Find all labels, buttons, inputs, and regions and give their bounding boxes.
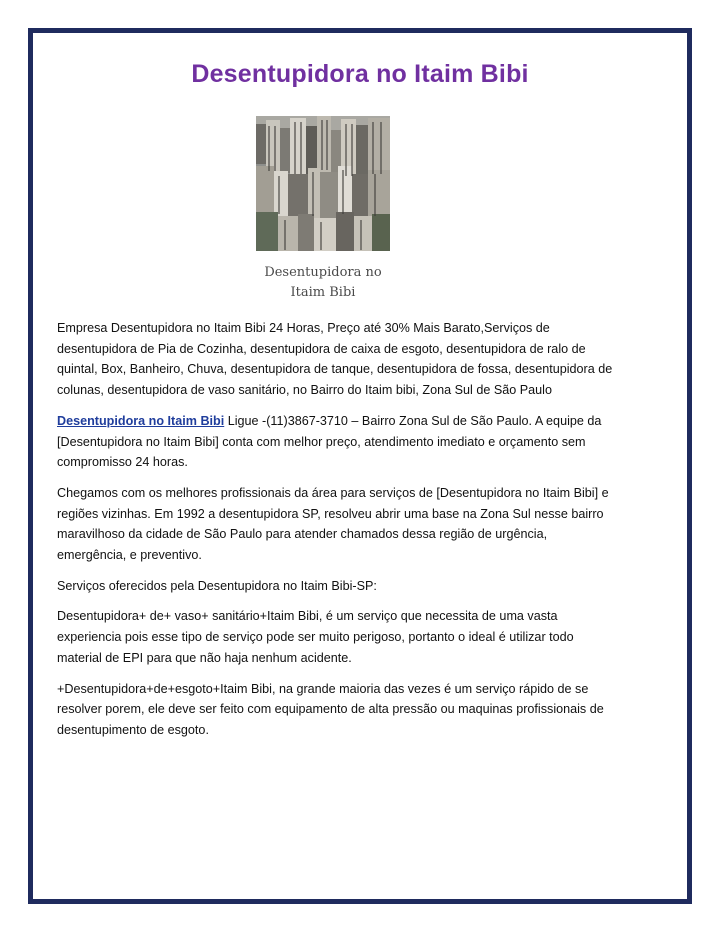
contact-text: Ligue -(11)3867-3710 – Bairro Zona Sul de São Paulo. A equipe da [Desentupidora no Itaim Bibi] conta com melhor preço, atendimento imediato e orçamento sem compromisso 24 horas. <box>57 413 602 470</box>
intro-paragraph: Empresa Desentupidora no Itaim Bibi 24 Horas, Preço até 30% Mais Barato,Serviços de desentupidora de Pia de Cozinha, desentupidora de caixa de esgoto, desentupidora de ralo de quintal, Box, Banheiro, Chuva, desentupidora de tanque, desentupidora de fossa, desentupidora de colunas, desentupidora de vaso sanitário, no Bairro do Itaim bibi, Zona Sul de São Paulo <box>57 321 613 398</box>
image-caption-line2: Itaim Bibi <box>290 285 356 300</box>
desentupidora-link[interactable]: Desentupidora no Itaim Bibi <box>57 413 225 428</box>
city-skyline-image <box>256 116 390 251</box>
image-caption <box>256 263 390 303</box>
vaso-sanitario-paragraph: Desentupidora+ de+ vaso+ sanitário+Itaim Bibi, é um serviço que necessita de uma vasta experiencia pois esse tipo de serviço pode ser muito perigoso, portanto o ideal é utilizar todo material de EPI para que não haja nenhum acidente. <box>57 609 574 665</box>
services-heading-paragraph: Serviços oferecidos pela Desentupidora no Itaim Bibi-SP: <box>57 578 377 593</box>
city-image-figure <box>256 116 390 331</box>
image-caption-line1: Desentupidora no <box>264 265 382 280</box>
document-body <box>57 318 617 751</box>
document-title: Desentupidora no Itaim Bibi <box>191 60 529 88</box>
contact-paragraph <box>57 411 617 473</box>
about-paragraph: Chegamos com os melhores profissionais da área para serviços de [Desentupidora no Itaim Bibi] e regiões vizinhas. Em 1992 a desentupidora SP, resolveu abrir uma base na Zona Sul nesse bairro maravilhoso da cidade de São Paulo para atender chamados dessa região de urgência, emergência, e preventivo. <box>57 485 609 563</box>
esgoto-paragraph: +Desentupidora+de+esgoto+Itaim Bibi, na grande maioria das vezes é um serviço rápido de se resolver porem, ele deve ser feito com equipamento de alta pressão ou maquinas profissionais de desentupimento de esgoto. <box>57 681 604 737</box>
